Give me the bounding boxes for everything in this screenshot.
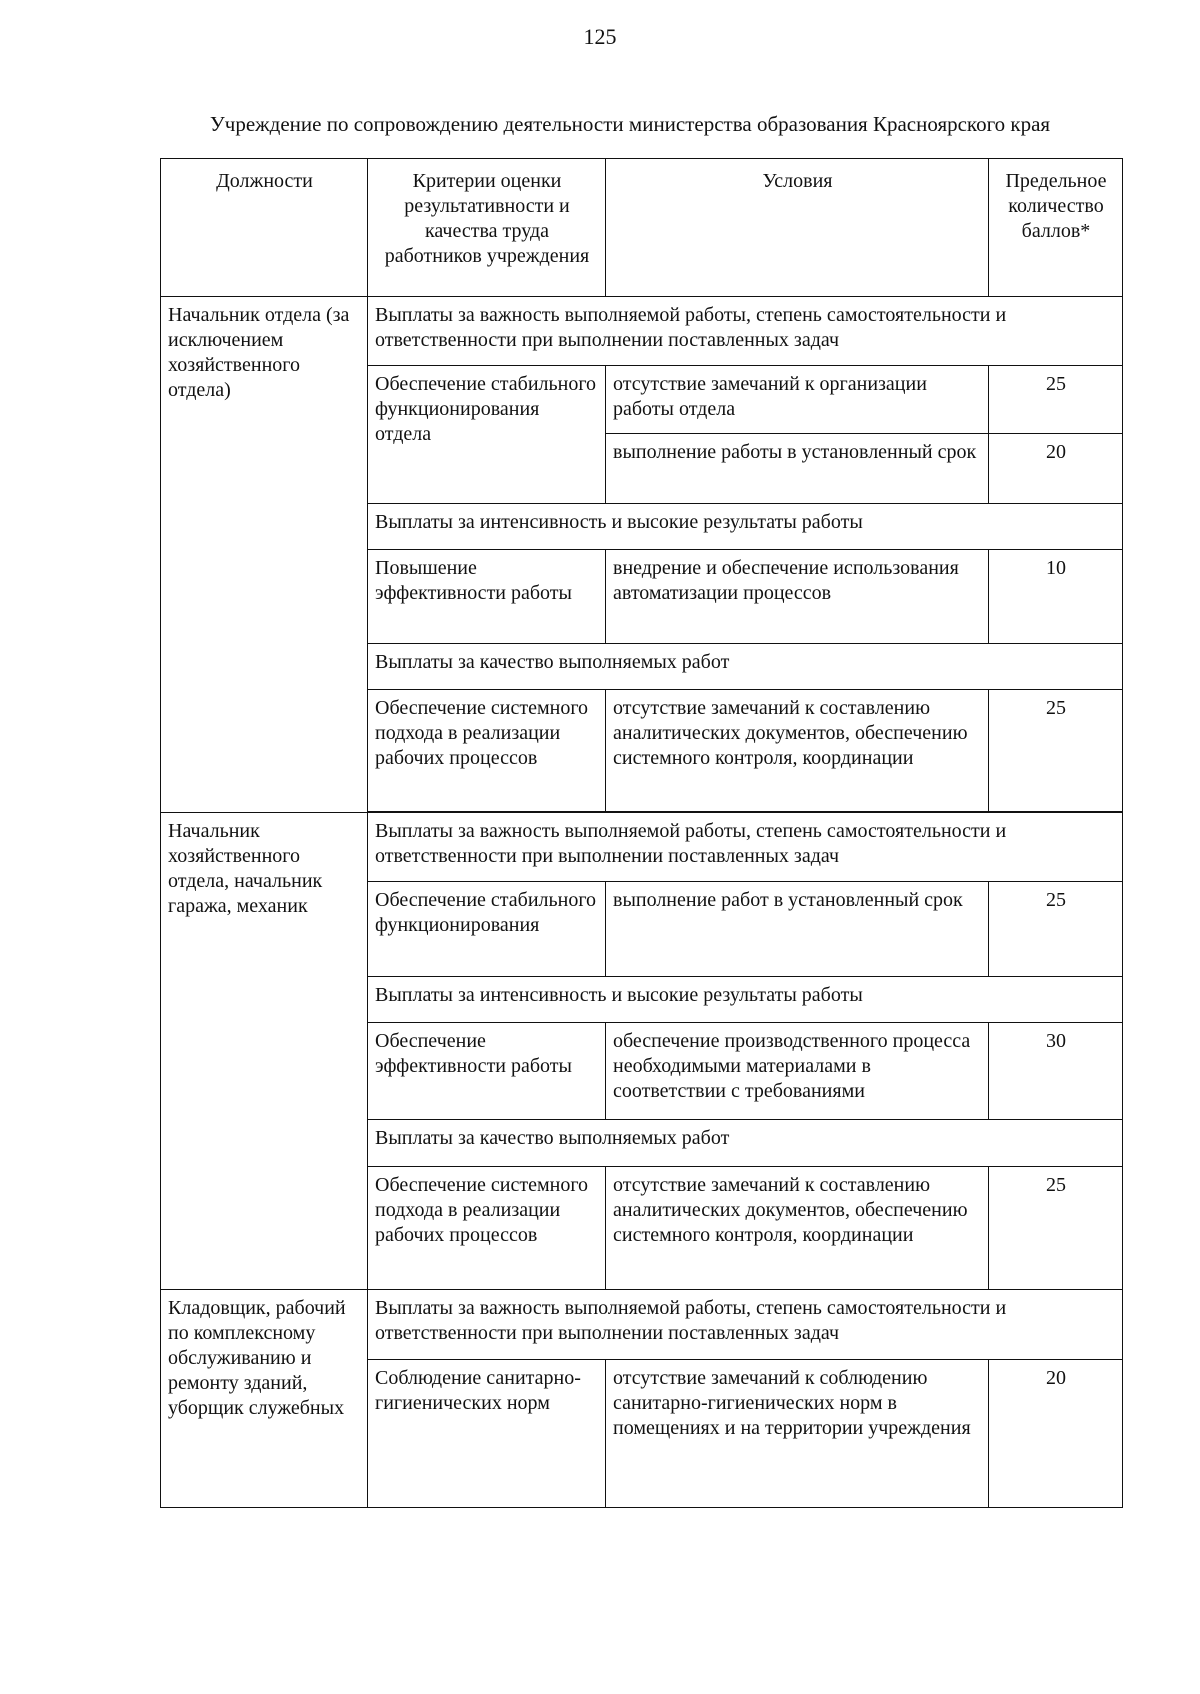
- points-cell: 20: [989, 434, 1123, 504]
- table-row: [161, 813, 1123, 882]
- criterion-cell: Обеспечение системного подхода в реализации рабочих процессов: [368, 1167, 606, 1290]
- criterion-cell: Обеспечение системного подхода в реализации рабочих процессов: [368, 690, 606, 812]
- condition-cell: отсутствие замечаний к соблюдению санитарно-гигиенических норм в помещениях и на территории учреждения: [606, 1360, 989, 1508]
- criterion-cell: Обеспечение стабильного функционирования: [368, 882, 606, 977]
- points-cell: 20: [989, 1360, 1123, 1508]
- points-cell: 30: [989, 1023, 1123, 1120]
- table-header-row: [161, 159, 1123, 297]
- condition-cell: отсутствие замечаний к составлению аналитических документов, обеспечению системного контроля, координации: [606, 1167, 989, 1290]
- criteria-table: [160, 158, 1123, 1508]
- condition-cell: внедрение и обеспечение использования автоматизации процессов: [606, 550, 989, 644]
- points-cell: 25: [989, 366, 1123, 434]
- points-cell: 25: [989, 690, 1123, 812]
- criterion-cell: Соблюдение санитарно-гигиенических норм: [368, 1360, 606, 1508]
- condition-cell: выполнение работ в установленный срок: [606, 882, 989, 977]
- points-cell: 10: [989, 550, 1123, 644]
- condition-cell: обеспечение производственного процесса необходимыми материалами в соответствии с требованиями: [606, 1023, 989, 1120]
- section-title: Выплаты за интенсивность и высокие результаты работы: [368, 977, 1123, 1023]
- document-heading: Учреждение по сопровождению деятельности министерства образования Красноярского края: [209, 112, 1051, 136]
- section-title: Выплаты за интенсивность и высокие результаты работы: [368, 504, 1123, 550]
- section-title: Выплаты за качество выполняемых работ: [368, 644, 1123, 690]
- position-cell: Начальник хозяйственного отдела, начальник гаража, механик: [161, 813, 368, 1290]
- criterion-cell: Обеспечение эффективности работы: [368, 1023, 606, 1120]
- position-cell: Начальник отдела (за исключением хозяйственного отдела): [161, 297, 368, 813]
- table-row: [161, 1290, 1123, 1360]
- section-title: Выплаты за важность выполняемой работы, степень самостоятельности и ответственности при выполнении поставленных задач: [368, 297, 1123, 366]
- section-title: Выплаты за важность выполняемой работы, степень самостоятельности и ответственности при выполнении поставленных задач: [368, 1290, 1123, 1360]
- criterion-cell: Обеспечение стабильного функционирования отдела: [368, 366, 606, 504]
- header-max-points: Предельное количество баллов*: [989, 159, 1123, 297]
- condition-cell: отсутствие замечаний к организации работы отдела: [606, 366, 989, 434]
- criterion-cell: Повышение эффективности работы: [368, 550, 606, 644]
- table-row: [161, 297, 1123, 366]
- points-cell: 25: [989, 882, 1123, 977]
- condition-cell: отсутствие замечаний к составлению аналитических документов, обеспечению системного контроля, координации: [606, 690, 989, 812]
- header-conditions: Условия: [606, 159, 989, 297]
- points-cell: 25: [989, 1167, 1123, 1290]
- header-position: Должности: [161, 159, 368, 297]
- page-number: 125: [583, 24, 617, 49]
- condition-cell: выполнение работы в установленный срок: [606, 434, 989, 504]
- header-criteria: Критерии оценки результативности и качества труда работников учреждения: [368, 159, 606, 297]
- position-cell: Кладовщик, рабочий по комплексному обслуживанию и ремонту зданий, уборщик служебных: [161, 1290, 368, 1508]
- section-title: Выплаты за качество выполняемых работ: [368, 1120, 1123, 1167]
- section-title: Выплаты за важность выполняемой работы, степень самостоятельности и ответственности при выполнении поставленных задач: [368, 813, 1123, 882]
